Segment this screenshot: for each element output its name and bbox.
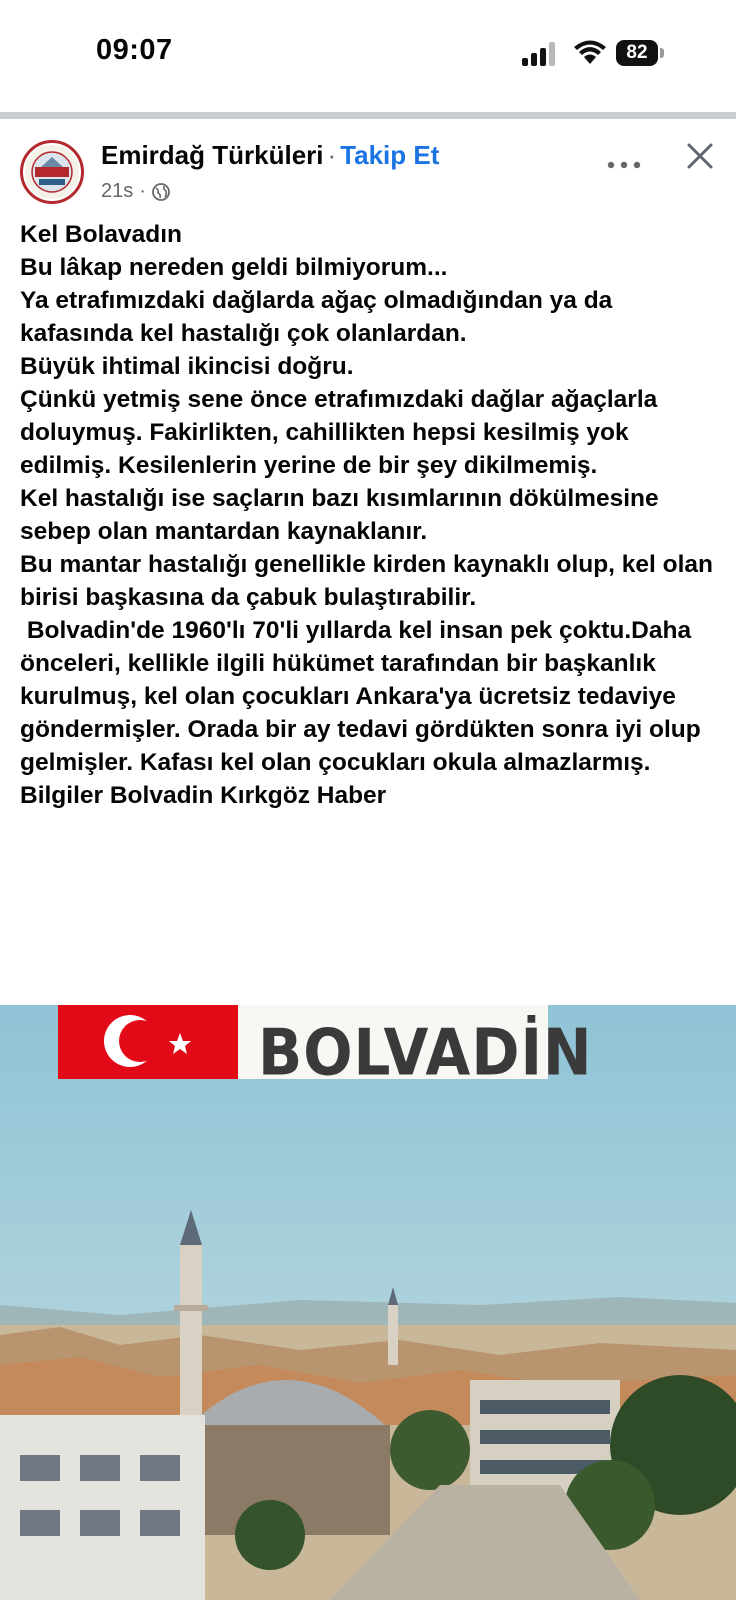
post-paragraph: Bolvadin'de 1960'lı 70'li yıllarda kel insan pek çoktu.Daha önceleri, kellikle ilgili hükümet tarafından bir başkanlık kurulmuş, kel olan çocukları Ankara'ya ücretsiz tedaviye göndermişler. Orada bir ay tedavi gördükten sonra iyi olup gelmişler. Kafası kel olan çocukları okula almazlarmış. Bilgiler Bolvadin Kırkgöz Haber — [20, 617, 701, 809]
battery-icon — [616, 40, 666, 66]
status-time: 09:07 — [96, 34, 173, 66]
post-time[interactable]: 21s — [101, 180, 134, 202]
author-name[interactable]: Emirdağ Türküleri — [101, 140, 324, 170]
post-header — [0, 126, 736, 210]
post-text — [20, 218, 720, 812]
status-bar — [0, 0, 736, 108]
close-icon[interactable] — [684, 140, 716, 172]
signal-icon — [522, 42, 558, 66]
globe-icon — [152, 183, 170, 201]
battery-level: 82 — [616, 40, 658, 66]
separator-dot: · — [327, 140, 337, 170]
more-options-icon[interactable] — [606, 150, 642, 180]
meta-separator: · — [139, 180, 146, 202]
divider — [0, 112, 736, 119]
post-paragraph: Büyük ihtimal ikincisi doğru. Çünkü yetmiş sene önce etrafımızdaki dağlar ağaçlarla doluymuş. Fakirlikten, cahillikten hepsi kesilmiş yok edilmiş. Kesilenlerin yerine de bir şey dikilmemiş. Kel hastalığı ise saçların bazı kısımlarının dökülmesine sebep olan mantardan kaynaklanır. Bu mantar hastalığı genellikle kirden kaynaklı olup, kel olan birisi başkasına da çabuk bulaştırabilir. — [20, 353, 714, 611]
follow-button[interactable]: Takip Et — [340, 140, 440, 170]
wifi-icon — [574, 40, 606, 66]
post-photo[interactable] — [0, 1005, 736, 1600]
photo-caption-text: BOLVADİN — [258, 1015, 593, 1090]
post-paragraph: Kel Bolavadın Bu lâkap nereden geldi bilmiyorum... Ya etrafımızdaki dağlarda ağaç olmadığından ya da kafasında kel hastalığı çok olanlardan. — [20, 221, 613, 347]
page-avatar[interactable] — [20, 140, 84, 204]
